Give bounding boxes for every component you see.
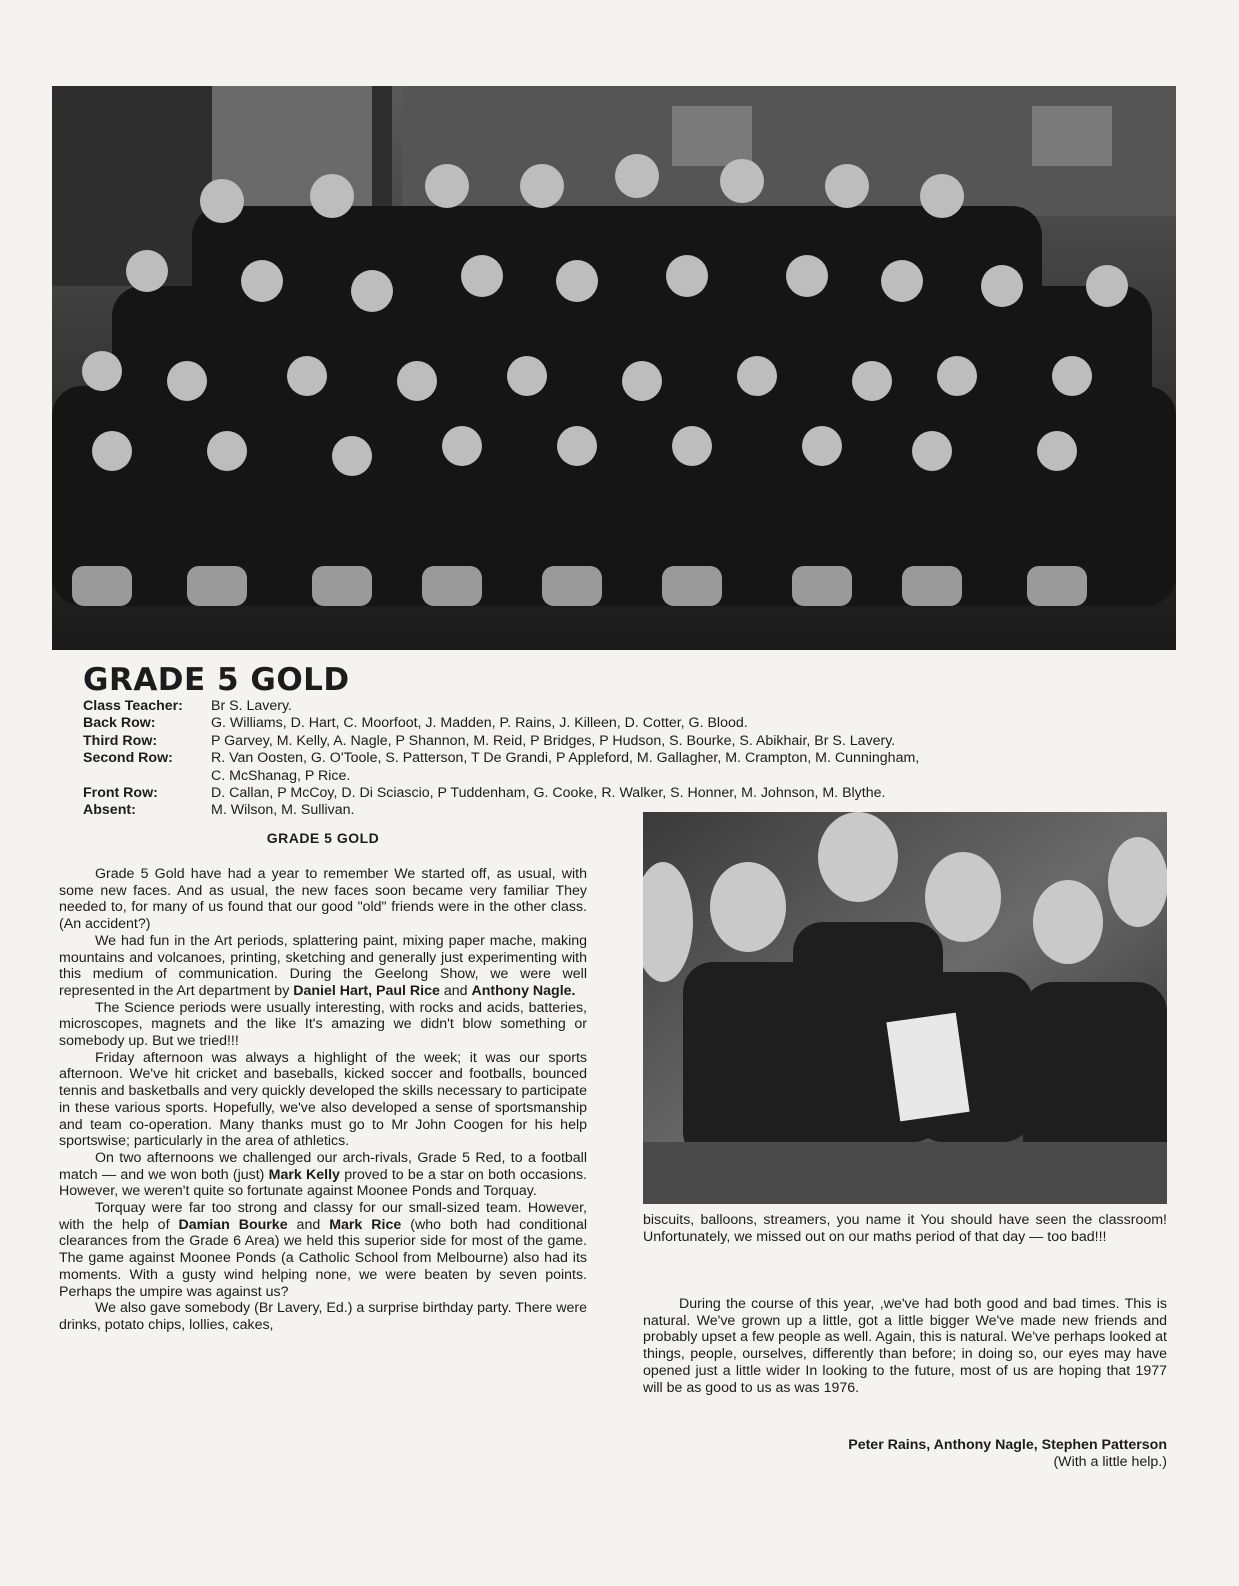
article-paragraph: We also gave somebody (Br Lavery, Ed.) a surprise birthday party. There were drinks, potato chips, lollies, cakes, [59, 1300, 587, 1333]
article-paragraph: During the course of this year, ,we've had both good and bad times. This is natural. We've grown up a little, got a little bigger We've made new friends and probably upset a few people as well. Again, this is natural. We've perhaps looked at things, people, ourselves, differently than before; in doing so, our eyes may have opened just a little wider In looking to the future, most of us are hoping that 1977 will be as good to us as was 1976. [643, 1296, 1167, 1396]
author-note: (With a little help.) [1053, 1454, 1167, 1470]
article-paragraph: Torquay were far too strong and classy for our small-sized team. However, with the help of Damian Bourke and Mark Rice (who both had conditional clearances from the Grade 6 Area) we held this superior side for most of the game. The game against Moonee Ponds (a Catholic School from Melbourne) also had its moments. With a gusty wind helping none, we were beaten by seven points. Perhaps the umpire was against us? [59, 1200, 588, 1300]
student-name: Mark Rice [329, 1216, 402, 1233]
roster-row-front [83, 785, 1173, 802]
roster-label: Back Row: [83, 715, 156, 732]
roster-label: Third Row: [83, 732, 158, 749]
roster-names: Br S. Lavery. [211, 698, 292, 714]
roster-label: Second Row: [83, 750, 173, 767]
article-title: GRADE 5 GOLD [266, 830, 380, 846]
student-name: Anthony Nagle. [471, 982, 576, 999]
roster-row-second [83, 750, 1173, 767]
article-paragraph: Friday afternoon was always a highlight of the week; it was our sports afternoon. We've hit cricket and baseballs, kicked soccer and footballs, bounced tennis and basketballs and very quickly developed the skills necessary to participate in these various sports. Hopefully, we've also developed a sense of sportsmanship and team co-operation. Many thanks must go to Mr John Coogen for his help sportswise; particularly in the area of athletics. [59, 1049, 587, 1150]
student-name: Damian Bourke [178, 1216, 288, 1233]
article-right-column-continued [643, 1212, 1167, 1245]
article-paragraph: On two afternoons we challenged our arch-rivals, Grade 5 Red, to a football match — and we won both (just) Mark Kelly proved to be a star on both occasions. However, we weren't quite so fortunate against Moonee Ponds and Torquay. [59, 1149, 587, 1200]
article-right-column-closing [643, 1296, 1167, 1396]
birthday-party-photo [643, 812, 1167, 1204]
roster-label: Absent: [83, 802, 136, 819]
roster-row-class-teacher [83, 698, 1173, 715]
article-paragraph: Grade 5 Gold have had a year to remember We started off, as usual, with some new faces. And as usual, the new faces soon became very familiar They needed to, for many of us found that our good "old" friends were in the other class. (An accident?) [59, 866, 587, 933]
article-signature [643, 1437, 1167, 1471]
student-name: Mark Kelly [268, 1166, 340, 1183]
roster-label: Front Row: [83, 785, 158, 802]
roster-names: P Garvey, M. Kelly, A. Nagle, P Shannon, M. Reid, P Bridges, P Hudson, S. Bourke, S. Abikhair, Br S. Lavery. [211, 732, 896, 749]
author-names: Peter Rains, Anthony Nagle, Stephen Patterson [848, 1437, 1167, 1453]
student-names: Daniel Hart, Paul Rice [293, 982, 440, 999]
roster-row-second-cont [83, 768, 1173, 785]
roster-names: G. Williams, D. Hart, C. Moorfoot, J. Madden, P. Rains, J. Killeen, D. Cotter, G. Blood. [211, 715, 748, 732]
roster-label: Class Teacher: [83, 698, 183, 714]
article-left-column [59, 866, 587, 1334]
article-paragraph: biscuits, balloons, streamers, you name it You should have seen the classroom! Unfortunately, we missed out on our maths period of that day — too bad!!! [643, 1212, 1167, 1245]
class-roster [83, 698, 1173, 820]
roster-row-back [83, 715, 1173, 732]
roster-names: M. Wilson, M. Sullivan. [211, 802, 355, 819]
class-group-photo [52, 86, 1176, 650]
roster-row-third [83, 733, 1173, 750]
roster-names: R. Van Oosten, G. O'Toole, S. Patterson, T De Grandi, P Appleford, M. Gallagher, M. Crampton, M. Cunningham, [211, 750, 920, 767]
article-paragraph: We had fun in the Art periods, splattering paint, mixing paper mache, making mountains and volcanoes, printing, sketching and generally just experimenting with this medium of communication. During the Geelong Show, we were well represented in the Art department by Daniel Hart, Paul Rice and Anthony Nagle. [59, 932, 587, 999]
roster-label [83, 768, 211, 785]
article-paragraph: The Science periods were usually interesting, with rocks and acids, batteries, microscopes, magnets and the like It's amazing we didn't blow something or somebody up. But we tried!!! [59, 999, 587, 1050]
roster-names: C. McShanag, P Rice. [211, 767, 351, 784]
roster-names: D. Callan, P McCoy, D. Di Sciascio, P Tuddenham, G. Cooke, R. Walker, S. Honner, M. Johnson, M. Blythe. [211, 785, 886, 802]
page-heading: GRADE 5 GOLD [83, 662, 350, 698]
